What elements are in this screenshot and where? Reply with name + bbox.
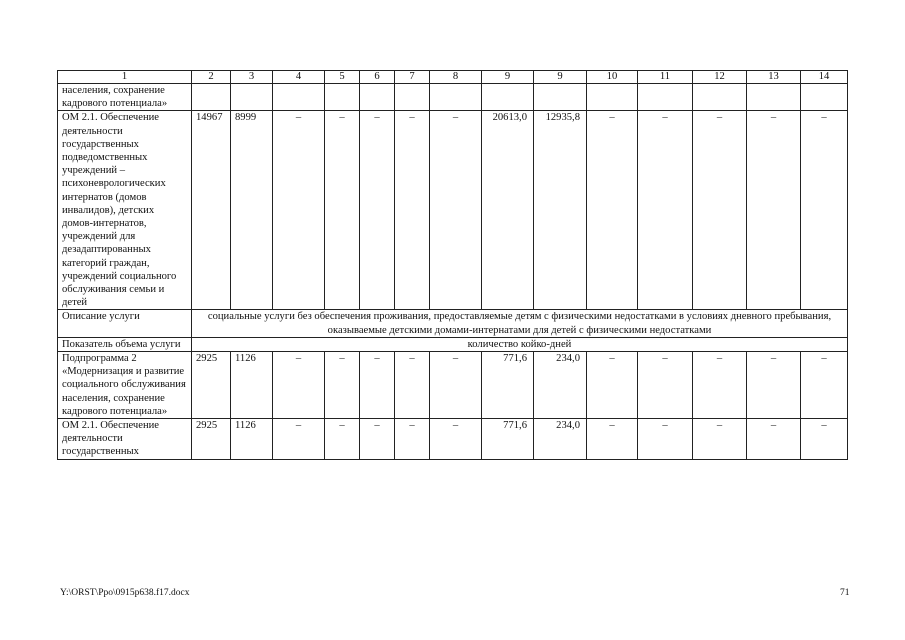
value-cell: – [693, 111, 747, 310]
table-row-om-2 [58, 419, 848, 460]
value-cell: – [273, 419, 325, 460]
footer-file-path: Y:\ORST\Ppo\0915p638.f17.docx [60, 588, 190, 598]
header-cell: 14 [801, 71, 848, 84]
value-cell: – [638, 419, 693, 460]
header-cell: 3 [231, 71, 273, 84]
value-cell: – [638, 352, 693, 419]
value-cell: – [395, 111, 430, 310]
header-cell: 2 [192, 71, 231, 84]
value-cell: 14967 [192, 111, 231, 310]
table-row-indicator [58, 337, 848, 351]
value-cell: – [693, 352, 747, 419]
row-label: ОМ 2.1. Обеспечение деятельности государственных [58, 419, 192, 460]
header-cell: 6 [360, 71, 395, 84]
header-cell: 13 [747, 71, 801, 84]
header-cell: 5 [325, 71, 360, 84]
value-cell: – [325, 419, 360, 460]
value-cell: 1126 [231, 419, 273, 460]
value-cell: 234,0 [534, 419, 587, 460]
row-label: Подпрограмма 2 «Модернизация и развитие социального обслуживания населения, сохранение кадрового потенциала» [58, 352, 192, 419]
value-cell: 1126 [231, 352, 273, 419]
value-cell: 771,6 [482, 419, 534, 460]
row-label: ОМ 2.1. Обеспечение деятельности государственных подведомственных учреждений – психоневрологических интернатов (домов инвалидов), детских домов-интернатов, учреждений для дезадаптированных категорий граждан, учреждений социального обслуживания семьи и детей [58, 111, 192, 310]
value-cell: – [395, 419, 430, 460]
header-cell: 12 [693, 71, 747, 84]
row-label: Показатель объема услуги [58, 337, 192, 351]
value-cell: – [360, 111, 395, 310]
value-cell: – [747, 111, 801, 310]
header-cell: 10 [587, 71, 638, 84]
table-row-om-1 [58, 111, 848, 310]
row-label: населения, сохранение кадрового потенциала» [58, 84, 192, 111]
value-cell: – [430, 111, 482, 310]
value-cell: 771,6 [482, 352, 534, 419]
value-cell: – [395, 352, 430, 419]
value-cell: 2925 [192, 419, 231, 460]
table-row-continuation [58, 84, 848, 111]
table-row-subprogram-2 [58, 352, 848, 419]
value-cell: – [360, 419, 395, 460]
value-cell: – [273, 352, 325, 419]
data-table [57, 70, 848, 460]
header-cell: 1 [58, 71, 192, 84]
table-row-description [58, 310, 848, 337]
value-cell: – [801, 111, 848, 310]
value-cell: – [747, 352, 801, 419]
value-cell: 234,0 [534, 352, 587, 419]
header-cell: 11 [638, 71, 693, 84]
value-cell: – [325, 111, 360, 310]
header-cell: 9 [482, 71, 534, 84]
service-description: социальные услуги без обеспечения проживания, предоставляемые детям с физическими недостатками в условиях дневного пребывания, оказываемые детскими домами-интернатами для детей с физическими недостатками [192, 310, 848, 337]
value-cell: – [430, 352, 482, 419]
value-cell: – [801, 419, 848, 460]
volume-indicator: количество койко-дней [192, 337, 848, 351]
footer-page-number: 71 [840, 588, 850, 598]
value-cell: – [587, 352, 638, 419]
value-cell: – [273, 111, 325, 310]
header-row [58, 71, 848, 84]
value-cell: – [360, 352, 395, 419]
value-cell: – [801, 352, 848, 419]
value-cell: – [638, 111, 693, 310]
value-cell: – [587, 419, 638, 460]
value-cell: – [430, 419, 482, 460]
header-cell: 8 [430, 71, 482, 84]
value-cell: 20613,0 [482, 111, 534, 310]
header-cell: 7 [395, 71, 430, 84]
value-cell: – [325, 352, 360, 419]
header-cell: 4 [273, 71, 325, 84]
value-cell: 12935,8 [534, 111, 587, 310]
value-cell: – [693, 419, 747, 460]
row-label: Описание услуги [58, 310, 192, 337]
value-cell: 2925 [192, 352, 231, 419]
value-cell: 8999 [231, 111, 273, 310]
value-cell: – [747, 419, 801, 460]
header-cell: 9 [534, 71, 587, 84]
value-cell: – [587, 111, 638, 310]
